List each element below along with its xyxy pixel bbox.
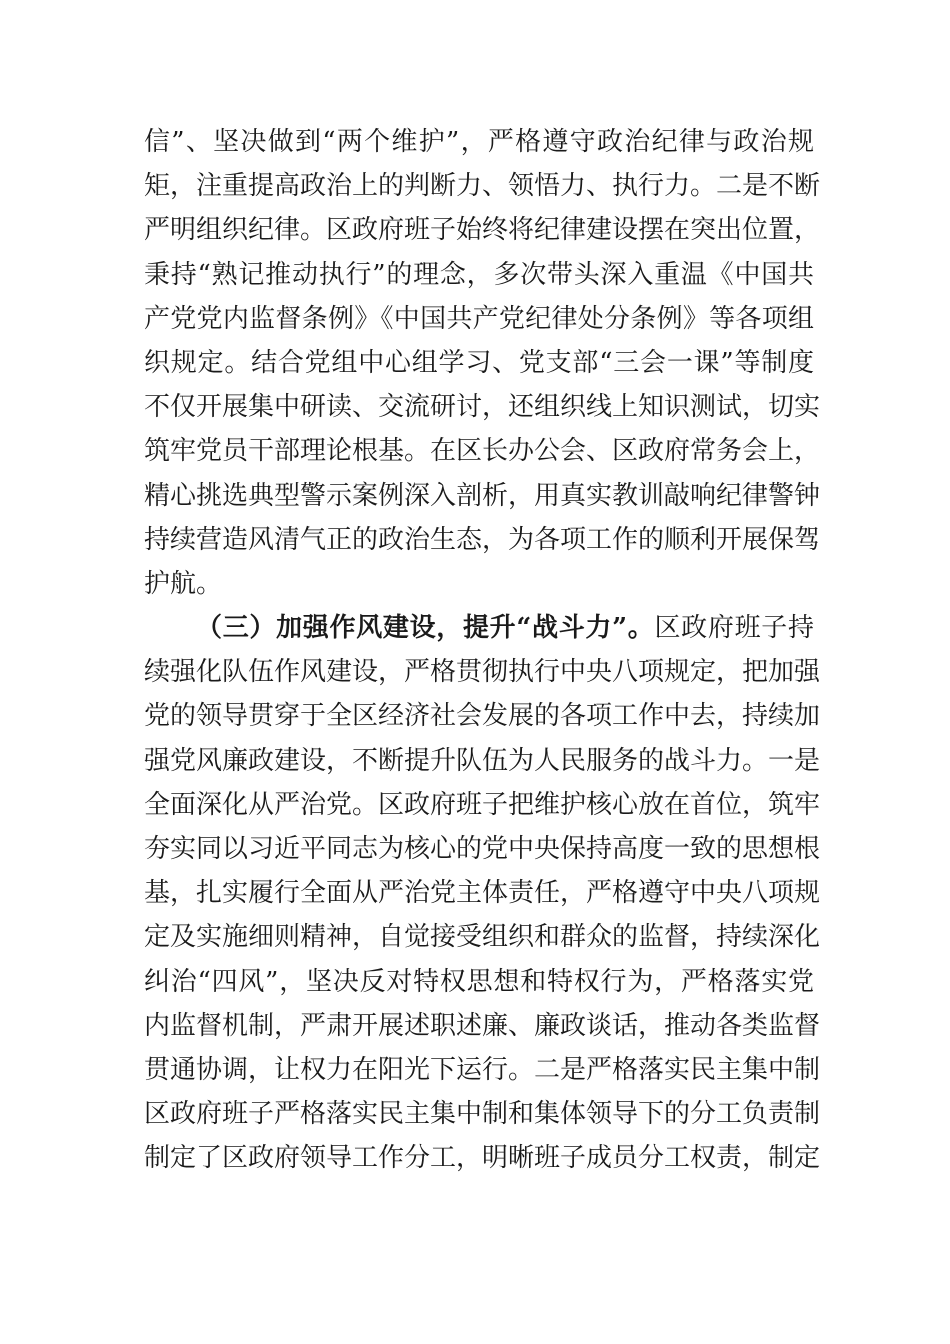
- text-line: 制定了区政府领导工作分工，明晰班子成员分工权责，制定: [144, 1143, 821, 1174]
- paragraph-political-discipline: [144, 120, 821, 606]
- text-line: 持续营造风清气正的政治生态，为各项工作的顺利开展保驾: [144, 524, 821, 555]
- text-line: 强党风廉政建设，不断提升队伍为人民服务的战斗力。一是: [144, 745, 821, 776]
- heading-line-text: 区政府班子持: [654, 613, 814, 644]
- text-line: 全面深化从严治党。区政府班子把维护核心放在首位，筑牢: [144, 789, 821, 820]
- text-line: 筑牢党员干部理论根基。在区长办公会、区政府常务会上，: [144, 436, 821, 467]
- section-heading-line: [144, 606, 814, 650]
- text-line: 纠治“四风”，坚决反对特权思想和特权行为，严格落实党: [144, 966, 814, 997]
- text-line: 织规定。结合党组中心组学习、党支部“三会一课”等制度: [144, 347, 814, 378]
- text-line: 定及实施细则精神，自觉接受组织和群众的监督，持续深化: [144, 922, 821, 953]
- text-line: 基，扎实履行全面从严治党主体责任，严格遵守中央八项规: [144, 878, 821, 909]
- text-line: 贯通协调，让权力在阳光下运行。二是严格落实民主集中制: [144, 1054, 821, 1085]
- text-line: 信”、坚决做到“两个维护”，严格遵守政治纪律与政治规: [144, 127, 814, 157]
- paragraph-work-style: [144, 606, 821, 1180]
- text-line: 护航。: [144, 568, 223, 599]
- text-line: 矩，注重提高政治上的判断力、领悟力、执行力。二是不断: [144, 171, 821, 202]
- text-line: 区政府班子严格落实民主集中制和集体领导下的分工负责制: [144, 1099, 821, 1130]
- text-line: 秉持“熟记推动执行”的理念，多次带头深入重温《中国共: [144, 259, 814, 290]
- text-line: 夯实同以习近平同志为核心的党中央保持高度一致的思想根: [144, 834, 821, 864]
- text-line: 内监督机制，严肃开展述职述廉、廉政谈话，推动各类监督: [144, 1010, 821, 1041]
- document-body: [144, 120, 821, 1181]
- text-line: 不仅开展集中研读、交流研讨，还组织线上知识测试，切实: [144, 392, 821, 423]
- section-heading: （三）加强作风建设，提升“战斗力”。: [196, 613, 655, 644]
- text-line: 续强化队伍作风建设，严格贯彻执行中央八项规定，把加强: [144, 657, 821, 688]
- text-line: 党的领导贯穿于全区经济社会发展的各项工作中去，持续加: [144, 701, 821, 732]
- text-line: 精心挑选典型警示案例深入剖析，用真实教训敲响纪律警钟: [144, 480, 821, 511]
- text-line: 严明组织纪律。区政府班子始终将纪律建设摆在突出位置，: [144, 215, 821, 246]
- text-line: 产党党内监督条例》《中国共产党纪律处分条例》等各项组: [144, 303, 814, 334]
